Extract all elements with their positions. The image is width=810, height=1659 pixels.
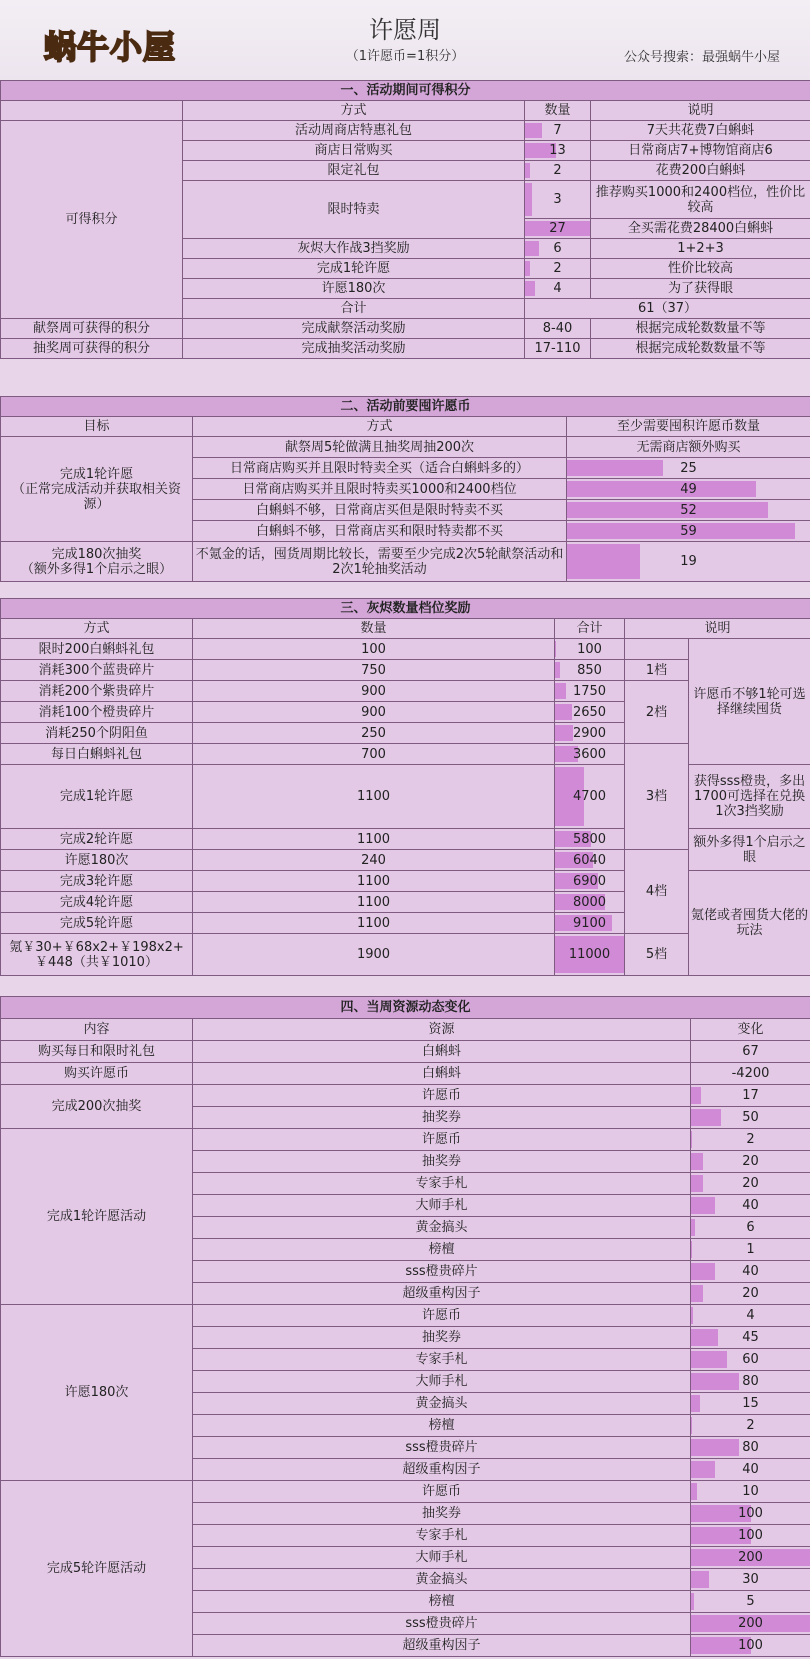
change-bar: [691, 1395, 700, 1412]
qty-bar: [525, 123, 542, 138]
change-value: 100: [738, 1638, 763, 1653]
sum-value: 100: [577, 641, 602, 657]
change-value: 100: [738, 1506, 763, 1521]
sum-cell: [555, 913, 625, 934]
resource-cell: 超级重构因子: [193, 1635, 691, 1657]
method-cell: 许愿180次: [183, 279, 525, 299]
change-cell: [691, 1305, 810, 1327]
change-bar: [691, 1461, 715, 1478]
table-row: [1, 1063, 810, 1085]
resource-cell: 专家手札: [193, 1525, 691, 1547]
change-value: 15: [742, 1396, 759, 1411]
points-table: [0, 80, 810, 359]
page-subtitle: （1许愿币=1积分）: [345, 49, 465, 64]
total-value: 61（37）: [525, 299, 810, 319]
tier-cell: 4档: [625, 850, 689, 934]
change-value: 1: [746, 1242, 755, 1257]
content-cell: 完成200次抽奖: [1, 1085, 193, 1129]
change-cell: [691, 1063, 810, 1085]
resource-cell: 白蝌蚪: [193, 1063, 691, 1085]
sum-bar: [555, 725, 573, 741]
qty-cell: 1100: [193, 829, 555, 850]
need-cell: [567, 542, 810, 582]
resource-cell: sss橙贵碎片: [193, 1437, 691, 1459]
qty-cell: 900: [193, 702, 555, 723]
section-title: 二、活动前要囤许愿币: [1, 397, 810, 417]
change-value: 2: [746, 1132, 755, 1147]
change-bar: [691, 1175, 703, 1192]
qty-bar: [525, 163, 530, 178]
need-cell: [567, 458, 810, 479]
change-cell: [691, 1371, 810, 1393]
change-cell: [691, 1195, 810, 1217]
change-bar: [691, 1571, 709, 1588]
qty-cell: [525, 219, 591, 239]
change-value: -4200: [731, 1066, 770, 1081]
need-bar: [567, 544, 640, 579]
resource-cell: 白蝌蚪: [193, 1041, 691, 1063]
change-cell: [691, 1415, 810, 1437]
change-cell: [691, 1437, 810, 1459]
change-value: 60: [742, 1352, 759, 1367]
change-bar: [691, 1263, 715, 1280]
sum-value: 11000: [568, 947, 611, 962]
qty-cell: 1100: [193, 892, 555, 913]
content-cell: 完成5轮许愿活动: [1, 1481, 193, 1657]
change-cell: [691, 1217, 810, 1239]
change-bar: [691, 1329, 718, 1346]
col-header: 内容: [1, 1019, 193, 1041]
tier-note: 额外多得1个启示之眼: [689, 829, 810, 871]
section-resource-changes: [0, 996, 810, 1657]
change-value: 40: [742, 1198, 759, 1213]
tier-note: 获得sss橙贵，多出1700可选择在兑换1次3挡奖励: [689, 765, 810, 829]
method-cell: 完成5轮许愿: [1, 913, 193, 934]
tier-cell: 3档: [625, 744, 689, 850]
qty-cell: [525, 141, 591, 161]
resource-cell: sss橙贵碎片: [193, 1613, 691, 1635]
qty-cell: 250: [193, 723, 555, 744]
resource-cell: 大师手札: [193, 1547, 691, 1569]
change-cell: [691, 1635, 810, 1657]
change-bar: [691, 1417, 692, 1434]
change-cell: [691, 1503, 810, 1525]
change-cell: [691, 1283, 810, 1305]
resource-cell: 专家手札: [193, 1173, 691, 1195]
change-cell: [691, 1327, 810, 1349]
desc-cell: 根据完成轮数数量不等: [591, 339, 810, 359]
need-bar: [567, 502, 768, 518]
change-cell: [691, 1547, 810, 1569]
sum-value: 6900: [572, 873, 607, 889]
change-cell: [691, 1129, 810, 1151]
logo-text: 蜗牛小屋: [44, 28, 177, 66]
section-title: 三、灰烬数量档位奖励: [1, 599, 810, 619]
sum-cell: [555, 723, 625, 744]
qty-value: 27: [549, 221, 566, 236]
resource-cell: 黄金搞头: [193, 1217, 691, 1239]
change-value: 200: [738, 1616, 763, 1631]
group-label: 抽奖周可获得的积分: [1, 339, 183, 359]
qty-cell: [525, 259, 591, 279]
qty-bar: [525, 241, 539, 256]
total-label: 合计: [183, 299, 525, 319]
change-bar: [691, 1087, 701, 1104]
sum-value: 8000: [572, 894, 607, 910]
qty-cell: 900: [193, 681, 555, 702]
qty-cell: 1100: [193, 913, 555, 934]
change-bar: [691, 1131, 692, 1148]
change-cell: [691, 1261, 810, 1283]
qty-value: 3: [553, 192, 562, 207]
resource-cell: 超级重构因子: [193, 1459, 691, 1481]
qty-cell: 1100: [193, 765, 555, 829]
table-row: [1, 1305, 810, 1327]
change-cell: [691, 1613, 810, 1635]
change-bar: [691, 1285, 703, 1302]
change-value: 20: [742, 1176, 759, 1191]
method-cell: 白蝌蚪不够，日常商店买但是限时特卖不买: [193, 500, 567, 521]
desc-cell: 根据完成轮数数量不等: [591, 319, 810, 339]
sum-value: 6040: [572, 852, 607, 868]
sum-cell: [555, 765, 625, 829]
change-value: 10: [742, 1484, 759, 1499]
need-value: 52: [680, 502, 697, 518]
col-header: 变化: [691, 1019, 810, 1041]
method-cell: 消耗200个紫贵碎片: [1, 681, 193, 702]
method-cell: 完成4轮许愿: [1, 892, 193, 913]
ash-tier-table: [0, 598, 810, 976]
change-bar: [691, 1373, 739, 1390]
resource-cell: 抽奖券: [193, 1503, 691, 1525]
desc-cell: 花费200白蝌蚪: [591, 161, 810, 181]
header-empty: [1, 101, 183, 121]
change-cell: [691, 1173, 810, 1195]
sum-cell: [555, 871, 625, 892]
table-row: [1, 1041, 810, 1063]
method-cell: 日常商店购买并且限时特卖买1000和2400档位: [193, 479, 567, 500]
change-cell: [691, 1239, 810, 1261]
col-header: 说明: [591, 101, 810, 121]
sum-bar: [555, 683, 566, 699]
change-value: 6: [746, 1220, 755, 1235]
tier-cell: 1档: [625, 660, 689, 681]
method-cell: 完成1轮许愿: [1, 765, 193, 829]
method-cell: 限定礼包: [183, 161, 525, 181]
change-value: 80: [742, 1440, 759, 1455]
sum-cell: [555, 660, 625, 681]
qty-cell: 1900: [193, 934, 555, 976]
need-cell: 无需商店额外购买: [567, 437, 810, 458]
sum-value: 9100: [572, 915, 607, 931]
qty-value: 13: [549, 143, 566, 158]
change-cell: [691, 1481, 810, 1503]
desc-cell: 7天共花费7白蝌蚪: [591, 121, 810, 141]
tier-empty: [625, 639, 689, 660]
change-cell: [691, 1349, 810, 1371]
change-cell: [691, 1107, 810, 1129]
col-header: 数量: [193, 619, 555, 639]
resource-cell: 榜檀: [193, 1591, 691, 1613]
section-ash-tiers: [0, 598, 810, 976]
change-value: 30: [742, 1572, 759, 1587]
change-bar: [691, 1483, 697, 1500]
change-value: 20: [742, 1286, 759, 1301]
method-cell: 氪￥30+￥68x2+￥198x2+￥448（共￥1010）: [1, 934, 193, 976]
method-cell: 完成抽奖活动奖励: [183, 339, 525, 359]
method-cell: 消耗100个橙贵碎片: [1, 702, 193, 723]
sum-cell: [555, 850, 625, 871]
change-bar: [691, 1593, 694, 1610]
desc-cell: 1+2+3: [591, 239, 810, 259]
desc-cell: 推荐购买1000和2400档位，性价比较高: [591, 181, 810, 219]
tier-cell: 5档: [625, 934, 689, 976]
sum-value: 3600: [572, 746, 607, 762]
method-cell: 完成1轮许愿: [183, 259, 525, 279]
sum-cell: [555, 744, 625, 765]
change-value: 40: [742, 1264, 759, 1279]
method-cell: 活动周商店特惠礼包: [183, 121, 525, 141]
change-bar: [691, 1153, 703, 1170]
resource-cell: 大师手札: [193, 1371, 691, 1393]
need-cell: [567, 479, 810, 500]
qty-cell: [525, 239, 591, 259]
sum-value: 5800: [572, 831, 607, 847]
need-value: 19: [680, 554, 697, 569]
col-header: 方式: [183, 101, 525, 121]
method-cell: 限时200白蝌蚪礼包: [1, 639, 193, 660]
change-value: 17: [742, 1088, 759, 1103]
section-points: [0, 80, 810, 359]
change-value: 40: [742, 1462, 759, 1477]
method-cell: 灰烬大作战3挡奖励: [183, 239, 525, 259]
qty-cell: [525, 121, 591, 141]
method-cell: 限时特卖: [183, 181, 525, 239]
qty-cell: 17-110: [525, 339, 591, 359]
col-header: 合计: [555, 619, 625, 639]
sum-cell: [555, 639, 625, 660]
col-header: 资源: [193, 1019, 691, 1041]
col-header: 至少需要囤积许愿币数量: [567, 417, 810, 437]
resource-cell: 许愿币: [193, 1129, 691, 1151]
qty-cell: 100: [193, 639, 555, 660]
need-value: 25: [680, 460, 697, 476]
tier-cell: 2档: [625, 681, 689, 744]
resource-cell: 抽奖券: [193, 1107, 691, 1129]
sum-cell: [555, 892, 625, 913]
qty-value: 6: [553, 241, 562, 256]
qty-cell: 240: [193, 850, 555, 871]
desc-cell: 日常商店7+博物馆商店6: [591, 141, 810, 161]
change-value: 100: [738, 1528, 763, 1543]
method-cell: 每日白蝌蚪礼包: [1, 744, 193, 765]
target-cell: 完成1轮许愿 （正常完成活动并获取相关资源）: [1, 437, 193, 542]
section-title: 四、当周资源动态变化: [1, 997, 810, 1019]
sum-bar: [555, 641, 556, 657]
method-cell: 日常商店购买并且限时特卖全买（适合白蝌蚪多的）: [193, 458, 567, 479]
change-value: 80: [742, 1374, 759, 1389]
change-cell: [691, 1085, 810, 1107]
change-value: 20: [742, 1154, 759, 1169]
sum-cell: [555, 934, 625, 976]
qty-cell: [525, 181, 591, 219]
change-value: 200: [738, 1550, 763, 1565]
stockpile-table: [0, 396, 810, 582]
table-row: [1, 1129, 810, 1151]
qty-value: 4: [553, 281, 562, 296]
method-cell: 完成3轮许愿: [1, 871, 193, 892]
content-cell: 完成1轮许愿活动: [1, 1129, 193, 1305]
sum-value: 2900: [572, 725, 607, 741]
section-title: 一、活动期间可得积分: [1, 81, 810, 101]
resource-cell: 专家手札: [193, 1349, 691, 1371]
change-cell: [691, 1393, 810, 1415]
resource-cell: 许愿币: [193, 1305, 691, 1327]
resource-cell: 黄金搞头: [193, 1393, 691, 1415]
col-header: 说明: [625, 619, 810, 639]
qty-cell: [525, 279, 591, 299]
desc-cell: 为了获得眼: [591, 279, 810, 299]
tier-note: 氪佬或者囤货大佬的玩法: [689, 871, 810, 976]
method-cell: 献祭周5轮做满且抽奖周抽200次: [193, 437, 567, 458]
change-cell: [691, 1151, 810, 1173]
resource-change-table: [0, 996, 810, 1657]
group-label: 献祭周可获得的积分: [1, 319, 183, 339]
section-stockpile: [0, 396, 810, 582]
wechat-search-note: 公众号搜索：最强蜗牛小屋: [623, 50, 780, 65]
col-header: 目标: [1, 417, 193, 437]
qty-cell: [525, 161, 591, 181]
method-cell: 消耗250个阴阳鱼: [1, 723, 193, 744]
sum-bar: [555, 704, 572, 720]
method-cell: 完成献祭活动奖励: [183, 319, 525, 339]
change-bar: [691, 1109, 721, 1126]
change-bar: [691, 1197, 715, 1214]
change-value: 67: [742, 1044, 759, 1059]
change-value: 45: [742, 1330, 759, 1345]
qty-cell: 8-40: [525, 319, 591, 339]
group-label: 可得积分: [1, 121, 183, 319]
sum-cell: [555, 681, 625, 702]
change-bar: [691, 1307, 693, 1324]
change-bar: [691, 1241, 692, 1258]
change-bar: [691, 1219, 695, 1236]
sum-value: 2650: [572, 704, 607, 720]
change-value: 4: [746, 1308, 755, 1323]
desc-cell: 性价比较高: [591, 259, 810, 279]
change-value: 5: [746, 1594, 755, 1609]
page-title: 许愿周: [369, 16, 441, 44]
method-cell: 商店日常购买: [183, 141, 525, 161]
need-bar: [567, 460, 663, 476]
need-bar: [567, 481, 756, 497]
sum-cell: [555, 829, 625, 850]
resource-cell: 榜檀: [193, 1415, 691, 1437]
qty-bar: [525, 183, 532, 216]
target-cell: 完成180次抽奖 （额外多得1个启示之眼）: [1, 542, 193, 582]
change-value: 50: [742, 1110, 759, 1125]
change-cell: [691, 1591, 810, 1613]
change-cell: [691, 1525, 810, 1547]
method-cell: 白蝌蚪不够，日常商店买和限时特卖都不买: [193, 521, 567, 542]
qty-cell: 700: [193, 744, 555, 765]
content-cell: 购买许愿币: [1, 1063, 193, 1085]
resource-cell: 抽奖券: [193, 1327, 691, 1349]
qty-value: 2: [553, 163, 562, 178]
desc-cell: 全买需花费28400白蝌蚪: [591, 219, 810, 239]
resource-cell: 抽奖券: [193, 1151, 691, 1173]
sum-value: 850: [577, 662, 602, 678]
qty-value: 2: [553, 261, 562, 276]
sum-value: 4700: [572, 789, 607, 804]
col-header: 数量: [525, 101, 591, 121]
resource-cell: 黄金搞头: [193, 1569, 691, 1591]
need-cell: [567, 521, 810, 542]
sum-value: 1750: [572, 683, 607, 699]
change-bar: [691, 1351, 727, 1368]
content-cell: 购买每日和限时礼包: [1, 1041, 193, 1063]
resource-cell: 榜檀: [193, 1239, 691, 1261]
qty-cell: 1100: [193, 871, 555, 892]
resource-cell: 许愿币: [193, 1085, 691, 1107]
change-cell: [691, 1041, 810, 1063]
method-cell: 完成2轮许愿: [1, 829, 193, 850]
qty-cell: 750: [193, 660, 555, 681]
need-value: 59: [680, 523, 697, 539]
change-cell: [691, 1459, 810, 1481]
method-cell: 许愿180次: [1, 850, 193, 871]
sum-cell: [555, 702, 625, 723]
resource-cell: 大师手札: [193, 1195, 691, 1217]
qty-bar: [525, 281, 535, 296]
change-value: 2: [746, 1418, 755, 1433]
resource-cell: 许愿币: [193, 1481, 691, 1503]
need-cell: [567, 500, 810, 521]
resource-cell: sss橙贵碎片: [193, 1261, 691, 1283]
method-cell: 不氪金的话，囤货周期比较长，需要至少完成2次5轮献祭活动和2次1轮抽奖活动: [193, 542, 567, 582]
qty-value: 7: [553, 123, 562, 138]
header-banner: [0, 0, 810, 87]
content-cell: 许愿180次: [1, 1305, 193, 1481]
method-cell: 消耗300个蓝贵碎片: [1, 660, 193, 681]
table-row: [1, 1085, 810, 1107]
change-bar: [691, 1439, 739, 1456]
table-row: [1, 1481, 810, 1503]
col-header: 方式: [193, 417, 567, 437]
sum-bar: [555, 662, 560, 678]
col-header: 方式: [1, 619, 193, 639]
resource-cell: 超级重构因子: [193, 1283, 691, 1305]
qty-bar: [525, 261, 530, 276]
need-value: 49: [680, 481, 697, 497]
change-cell: [691, 1569, 810, 1591]
tier-note: 许愿币不够1轮可选择继续囤货: [689, 639, 810, 765]
